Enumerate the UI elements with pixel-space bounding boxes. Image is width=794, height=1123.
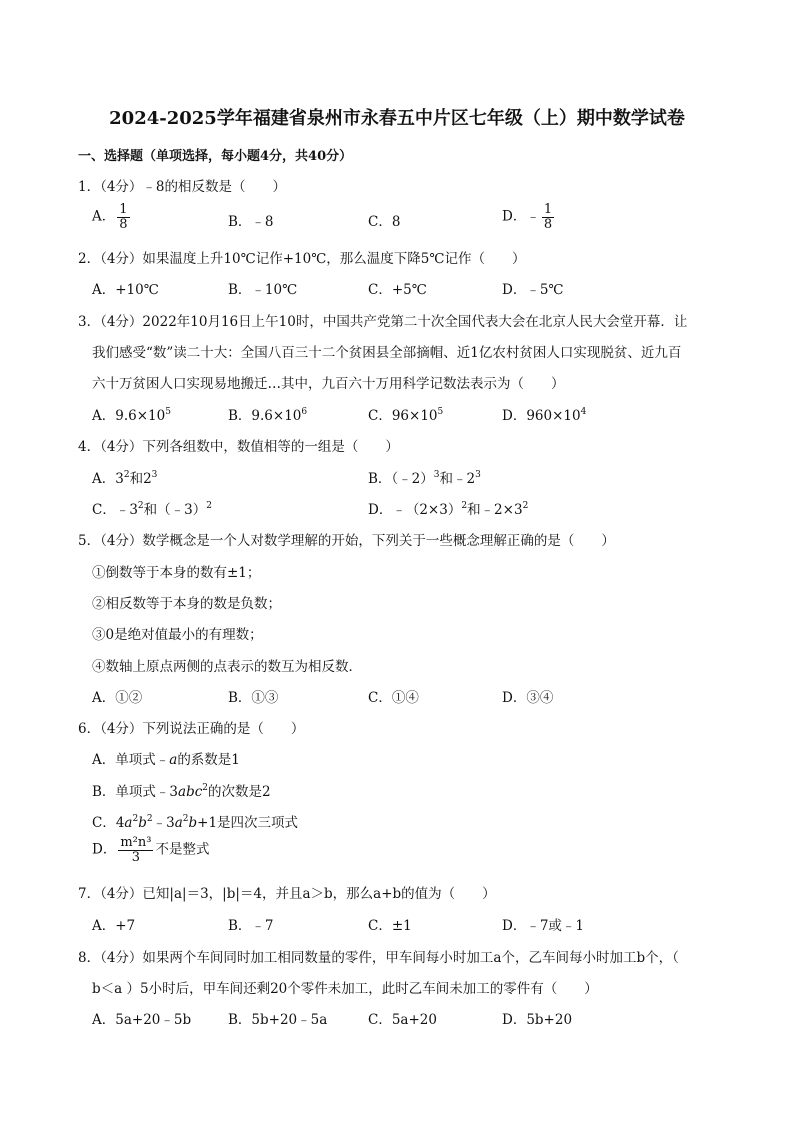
q5-statement-3: ③0是绝对值最小的有理数； [92, 627, 263, 643]
q8-option-b: B．5b+20﹣5a [228, 1012, 328, 1028]
q5-option-a: A．①② [92, 690, 143, 706]
q7-option-a: A．+7 [92, 918, 136, 934]
q8-option-c: C．5a+20 [368, 1012, 437, 1028]
question-3-line-2: 我们感受“数”读二十大：全国八百三十二个贫困县全部摘帽、近1亿农村贫困人口实现脱贫、近九百 [92, 345, 682, 361]
q7-option-b: B．﹣7 [228, 918, 274, 934]
q6-option-a: A．单项式﹣a的系数是1 [92, 752, 240, 768]
question-7-stem: 7．（4分）已知|a|＝3，|b|＝4，并且a＞b，那么a+b的值为（ ） [78, 886, 496, 902]
q6-option-c: C．$4a^2b^2﹣3a^2b+1$是四次三项式 [92, 814, 299, 831]
q7-option-c: C．±1 [368, 918, 412, 934]
q2-option-a: A．+10℃ [92, 282, 159, 298]
question-6-stem: 6．（4分）下列说法正确的是（ ） [78, 721, 305, 737]
q4-option-b: B．（﹣2）$^3$和$﹣2^3$ [368, 470, 481, 487]
question-8-line-1: 8．（4分）如果两个车间同时加工相同数量的零件，甲车间每小时加工a个，乙车间每小时加工b个，（ [78, 950, 679, 966]
q5-option-c: C．①④ [368, 690, 419, 706]
question-4-stem: 4．（4分）下列各组数中，数值相等的一组是（ ） [78, 439, 399, 455]
q6-option-d: D． $\frac{\text{m²n³}}{3}$ 不是整式 [92, 835, 210, 865]
q6-option-b: B．单项式﹣3abc$^2$的次数是2 [92, 783, 271, 800]
q1-option-c: C．8 [368, 214, 401, 230]
q5-statement-1: ①倒数等于本身的数有±1； [92, 565, 261, 581]
q5-statement-2: ②相反数等于本身的数是负数； [92, 596, 281, 612]
question-3-line-3: 六十万贫困人口实现易地搬迁…其中，九百六十万用科学记数法表示为（ ） [92, 376, 565, 392]
page-title: 2024-2025学年福建省泉州市永春五中片区七年级（上）期中数学试卷 [109, 108, 685, 129]
q1-option-a: A． $\frac{1}{8}$ [92, 202, 128, 232]
q3-option-b: B．$9.6\times 10^6$ [228, 407, 308, 424]
q2-option-d: D．﹣5℃ [502, 282, 564, 298]
q5-option-d: D．③④ [502, 690, 554, 706]
q1-option-b: B．﹣8 [228, 214, 274, 230]
question-3-line-1: 3．（4分）2022年10月16日上午10时，中国共产党第二十次全国代表大会在北京人民大会堂开幕．让 [78, 314, 688, 330]
fraction: $\frac{\text{m²n³}}{3}$ [120, 835, 152, 865]
q5-statement-4: ④数轴上原点两侧的点表示的数互为相反数． [92, 659, 362, 675]
q4-option-c: C．$﹣3^2$和（﹣3）$^2$ [92, 501, 212, 518]
q1-option-d: D．﹣ $\frac{1}{8}$ [502, 202, 553, 232]
fraction: $\frac{1}{8}$ [119, 202, 128, 232]
q8-option-a: A．5a+20﹣5b [92, 1012, 192, 1028]
section-heading: 一、选择题（单项选择，每小题4分，共40分） [78, 149, 353, 164]
q3-option-a: A．$9.6\times 10^5$ [92, 407, 171, 424]
q4-option-a: A．$3^2$和$2^3$ [92, 470, 158, 487]
q4-option-d: D．$﹣(2\times 3)^2$和$﹣2\times 3^2$ [368, 501, 529, 518]
q3-option-c: C．$96\times 10^5$ [368, 407, 444, 424]
q8-option-d: D．5b+20 [502, 1012, 573, 1028]
question-5-stem: 5．（4分）数学概念是一个人对数学理解的开始，下列关于一些概念理解正确的是（ ） [78, 533, 615, 549]
q7-option-d: D．﹣7或﹣1 [502, 918, 585, 934]
fraction: $\frac{1}{8}$ [543, 202, 553, 232]
question-1-stem: 1．（4分）﹣8的相反数是（ ） [78, 179, 287, 195]
q2-option-b: B．﹣10℃ [228, 282, 298, 298]
question-8-line-2: b＜a ）5小时后，甲车间还剩20个零件未加工，此时乙车间未加工的零件有（ ） [92, 981, 598, 997]
question-2-stem: 2．（4分）如果温度上升10℃记作+10℃，那么温度下降5℃记作（ ） [78, 251, 526, 267]
q3-option-d: D．$960\times 10^4$ [502, 407, 587, 424]
q5-option-b: B．①③ [228, 690, 279, 706]
q2-option-c: C．+5℃ [368, 282, 427, 298]
